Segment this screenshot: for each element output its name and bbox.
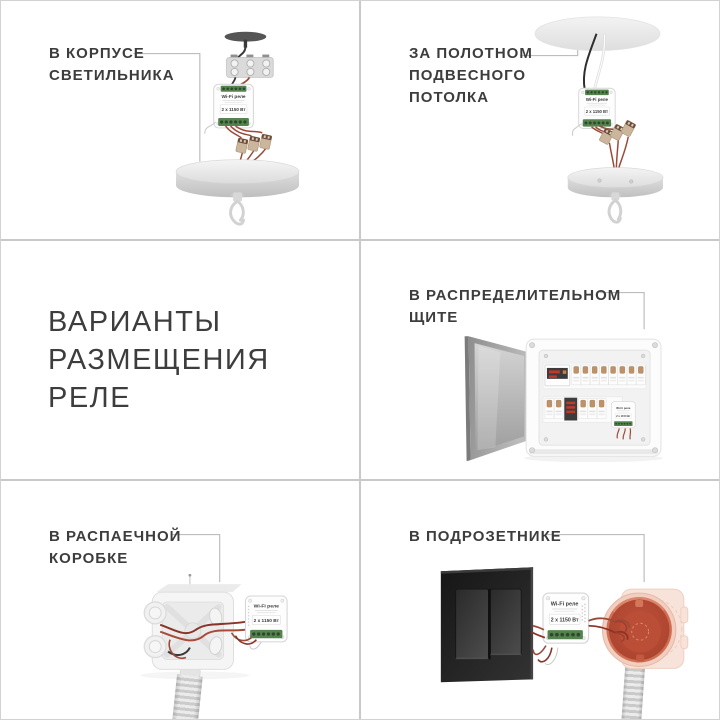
flush-mount-box [602, 589, 687, 668]
ceiling-mount [225, 32, 267, 59]
suspended-ceiling-illustration [361, 1, 719, 239]
switch-rocker-right [490, 589, 521, 655]
relay-name: Wi-Fi реле [585, 97, 608, 103]
wifi-relay-module [543, 593, 589, 643]
ceiling-canopy [568, 168, 663, 223]
page-title: ВАРИАНТЫ РАЗМЕЩЕНИЯ РЕЛЕ [48, 306, 270, 414]
conduit-tube [621, 665, 645, 719]
panel-junction-box [1, 481, 359, 719]
relay-rating: 2 x 1150 Вт [253, 619, 279, 625]
distribution-board-illustration [361, 241, 719, 479]
wifi-relay-module [611, 402, 635, 428]
panel-luminaire [1, 1, 359, 239]
wifi-relay-module [214, 84, 254, 128]
wall-switch [441, 567, 533, 682]
board-door [465, 336, 528, 461]
panel-flush-mount-box [361, 481, 719, 719]
relay-name: Wi-Fi реле [221, 95, 246, 101]
antenna-wire [205, 122, 216, 134]
hanging-hook [231, 201, 244, 224]
relay-name: Wi-Fi реле [550, 601, 579, 608]
relay-rating: 2 x 1150 Вт [585, 108, 609, 114]
luminaire-illustration [1, 1, 359, 239]
din-row-top [543, 363, 646, 389]
wifi-relay-module [245, 596, 287, 642]
junction-box [144, 574, 245, 670]
panel-distribution-board [361, 241, 719, 479]
hanging-hook [609, 200, 621, 222]
panel-suspended-ceiling [361, 1, 719, 239]
flush-mount-box-illustration [361, 481, 719, 719]
relay-rating: 2 x 1150 Вт [616, 415, 631, 419]
relay-name: Wi-Fi реле [616, 405, 631, 410]
terminal-block [227, 55, 274, 78]
panel-label: В РАСПРЕДЕЛИТЕЛЬНОМ ЩИТЕ [409, 287, 622, 326]
relay-name: Wi-Fi реле [253, 603, 279, 610]
ceiling-opening [535, 17, 660, 51]
relay-rating: 2 x 1150 Вт [550, 617, 579, 624]
panel-label: В КОРПУСЕ СВЕТИЛЬНИКА [49, 45, 175, 84]
relay-rating: 2 x 1150 Вт [221, 107, 246, 113]
junction-box-illustration [1, 481, 359, 719]
panel-label: В РАСПАЕЧНОЙ КОРОБКЕ [49, 528, 182, 567]
panel-title [1, 241, 359, 479]
panel-label: ЗА ПОЛОТНОМ ПОДВЕСНОГО ПОТОЛКА [409, 45, 533, 106]
switch-rocker-left [456, 589, 489, 659]
panel-label: В ПОДРОЗЕТНИКЕ [409, 528, 562, 545]
wifi-relay-module [579, 88, 615, 128]
board-body [526, 339, 661, 456]
antenna-wire [573, 124, 581, 136]
ceiling-canopy [176, 160, 299, 224]
